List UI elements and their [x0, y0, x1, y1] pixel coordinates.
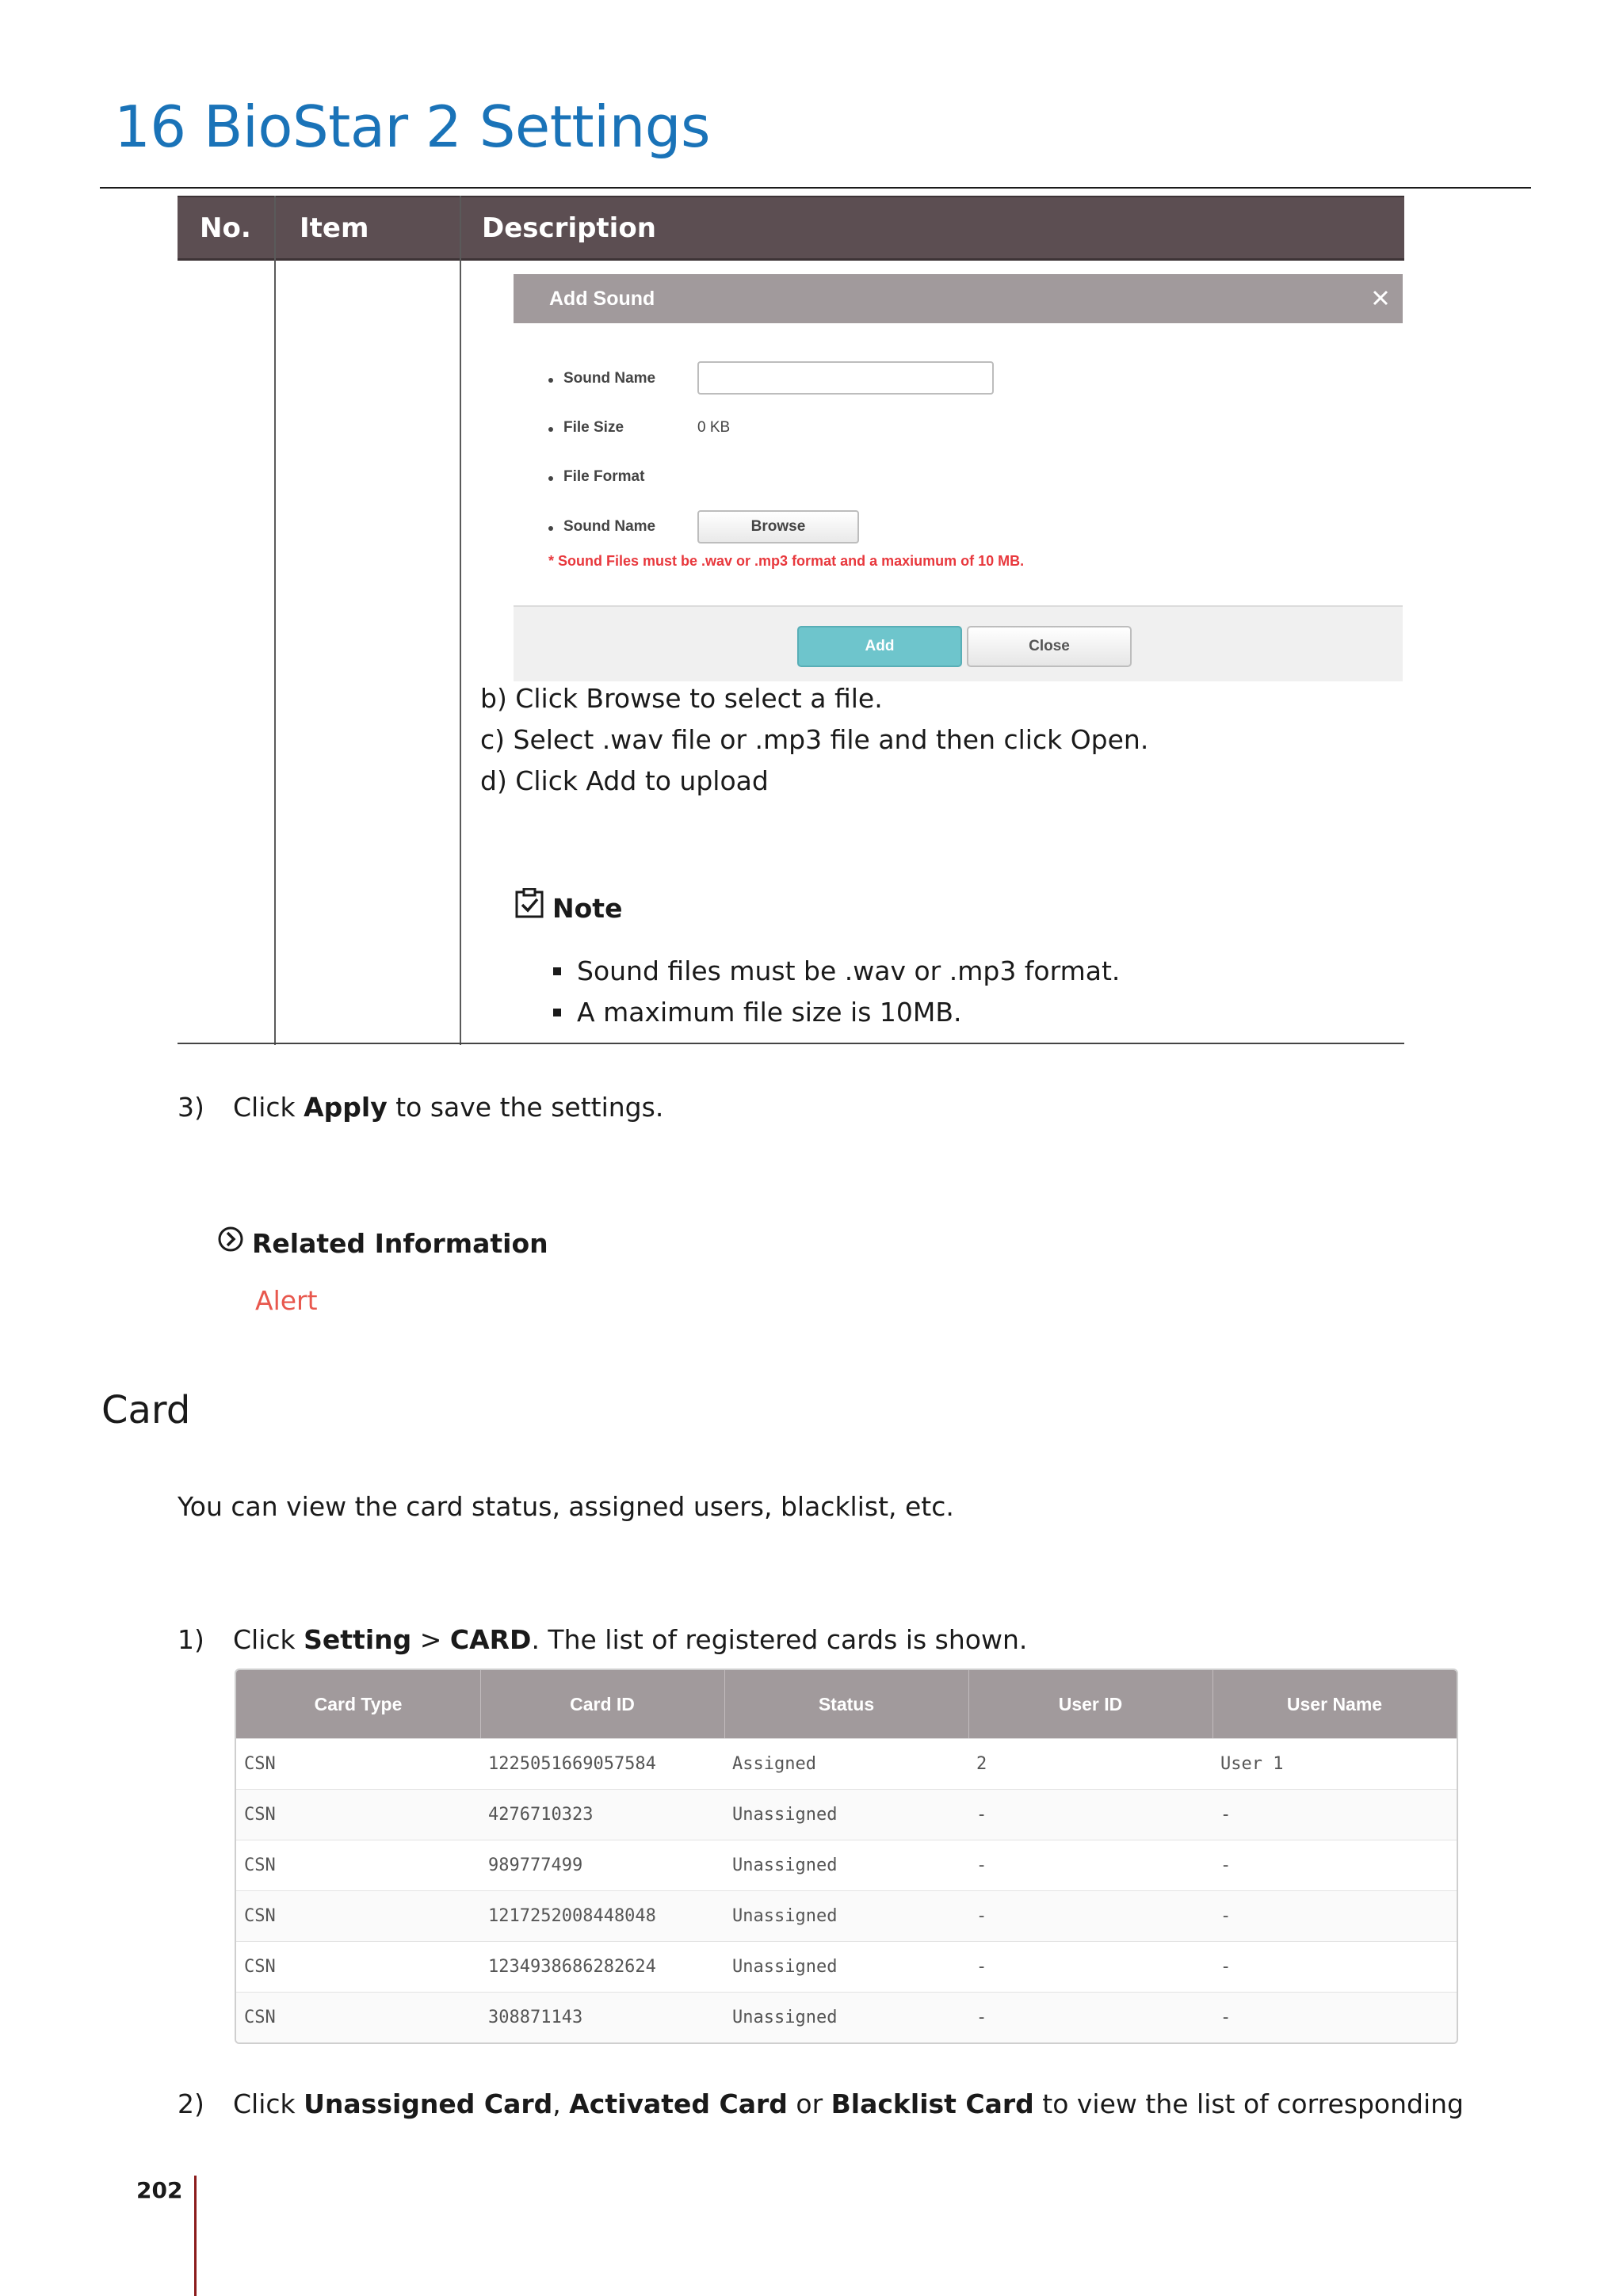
table-row[interactable] [236, 1738, 1457, 1789]
cell-card-type: CSN [244, 1957, 276, 1977]
sound-name-label: Sound Name [563, 370, 656, 387]
cell-status: Unassigned [732, 1957, 838, 1977]
cell-user-name: - [1220, 1855, 1232, 1875]
note-item: Sound files must be .wav or .mp3 format. [577, 955, 1121, 986]
cell-status: Unassigned [732, 2008, 838, 2027]
cell-card-type: CSN [244, 1754, 276, 1774]
cell-card-id: 308871143 [488, 2008, 583, 2027]
cell-card-id: 4276710323 [488, 1805, 594, 1825]
browse-button[interactable]: Browse [697, 510, 859, 543]
sound-file-label: Sound Name [563, 518, 656, 535]
table-row[interactable] [236, 1992, 1457, 2042]
cell-card-id: 1225051669057584 [488, 1754, 656, 1774]
card-list-table [235, 1669, 1458, 2044]
col-card-id[interactable]: Card ID [570, 1694, 635, 1714]
step-1-text: Click Setting > CARD. The list of registered cards is shown. [233, 1624, 1028, 1655]
cell-user-name: - [1220, 2008, 1232, 2027]
file-format-label: File Format [563, 468, 645, 485]
cell-card-type: CSN [244, 1906, 276, 1926]
table-row[interactable] [236, 1890, 1457, 1941]
cell-user-name: - [1220, 1906, 1232, 1926]
apply-label: Apply [304, 1092, 388, 1123]
step-1-number: 1) [178, 1624, 204, 1655]
bullet-icon [553, 1009, 561, 1016]
cell-user-id: - [976, 1906, 987, 1926]
cell-status: Assigned [732, 1754, 816, 1774]
card-intro: You can view the card status, assigned users, blacklist, etc. [178, 1491, 954, 1522]
bullet-icon [548, 378, 553, 383]
header-no: No. [200, 212, 251, 244]
step-c: c) Select .wav file or .mp3 file and then click Open. [480, 724, 1149, 755]
cell-card-id: 1217252008448048 [488, 1906, 656, 1926]
cell-user-id: - [976, 1957, 987, 1977]
table-row[interactable] [236, 1789, 1457, 1840]
step-2-text: Click Unassigned Card, Activated Card or Blacklist Card to view the list of corresponding [233, 2088, 1464, 2119]
chapter-divider [100, 187, 1531, 189]
step-b: b) Click Browse to select a file. [480, 683, 883, 714]
add-button[interactable]: Add [797, 626, 962, 667]
table-bottom-rule [178, 1043, 1404, 1044]
header-item: Item [300, 212, 369, 244]
col-user-id[interactable]: User ID [1058, 1694, 1123, 1714]
bullet-icon [548, 476, 553, 481]
add-sound-dialog [514, 274, 1403, 681]
page-number: 202 [136, 2177, 183, 2203]
bullet-icon [553, 967, 561, 975]
cell-card-id: 1234938686282624 [488, 1957, 656, 1977]
note-title: Note [552, 893, 623, 924]
note-item: A maximum file size is 10MB. [577, 997, 962, 1028]
table-row[interactable] [236, 1840, 1457, 1890]
chapter-title: 16 BioStar 2 Settings [114, 93, 711, 160]
cell-card-type: CSN [244, 1805, 276, 1825]
sound-name-input[interactable] [697, 361, 994, 395]
dialog-titlebar [514, 274, 1403, 323]
cell-card-type: CSN [244, 1855, 276, 1875]
close-button[interactable]: Close [967, 626, 1132, 667]
chevron-circle-icon [217, 1226, 244, 1253]
alert-link[interactable]: Alert [255, 1285, 318, 1316]
col-card-type[interactable]: Card Type [314, 1694, 403, 1714]
step-d: d) Click Add to upload [480, 765, 769, 796]
cell-card-type: CSN [244, 2008, 276, 2027]
step-3-number: 3) [178, 1092, 204, 1123]
page-bar [194, 2176, 197, 2296]
dialog-footer [514, 605, 1403, 681]
header-description: Description [482, 212, 656, 244]
table-header [178, 196, 1404, 261]
cell-status: Unassigned [732, 1906, 838, 1926]
cell-user-id: - [976, 1805, 987, 1825]
step-2-number: 2) [178, 2088, 204, 2119]
bullet-icon [548, 427, 553, 432]
cell-user-id: - [976, 2008, 987, 2027]
step-3-text: Click Apply to save the settings. [233, 1092, 664, 1123]
cell-user-name: - [1220, 1805, 1232, 1825]
card-table-header [236, 1670, 1457, 1738]
cell-user-name: - [1220, 1957, 1232, 1977]
close-icon[interactable] [1368, 285, 1393, 311]
cell-user-name: User 1 [1220, 1754, 1284, 1774]
table-row[interactable] [236, 1941, 1457, 1992]
bullet-icon [548, 526, 553, 531]
cell-status: Unassigned [732, 1855, 838, 1875]
file-size-value: 0 KB [697, 419, 731, 436]
related-information-title: Related Information [252, 1228, 548, 1259]
clipboard-check-icon [515, 888, 544, 918]
col-status[interactable]: Status [818, 1694, 875, 1714]
column-divider [460, 196, 461, 1045]
col-user-name[interactable]: User Name [1286, 1694, 1383, 1714]
column-divider [274, 196, 276, 1045]
file-size-label: File Size [563, 419, 624, 436]
file-format-warning: * Sound Files must be .wav or .mp3 format and a maxiumum of 10 MB. [548, 553, 1025, 569]
cell-user-id: - [976, 1855, 987, 1875]
cell-card-id: 989777499 [488, 1855, 583, 1875]
dialog-title: Add Sound [549, 288, 655, 310]
section-title: Card [101, 1388, 191, 1432]
cell-user-id: 2 [976, 1754, 987, 1774]
cell-status: Unassigned [732, 1805, 838, 1825]
